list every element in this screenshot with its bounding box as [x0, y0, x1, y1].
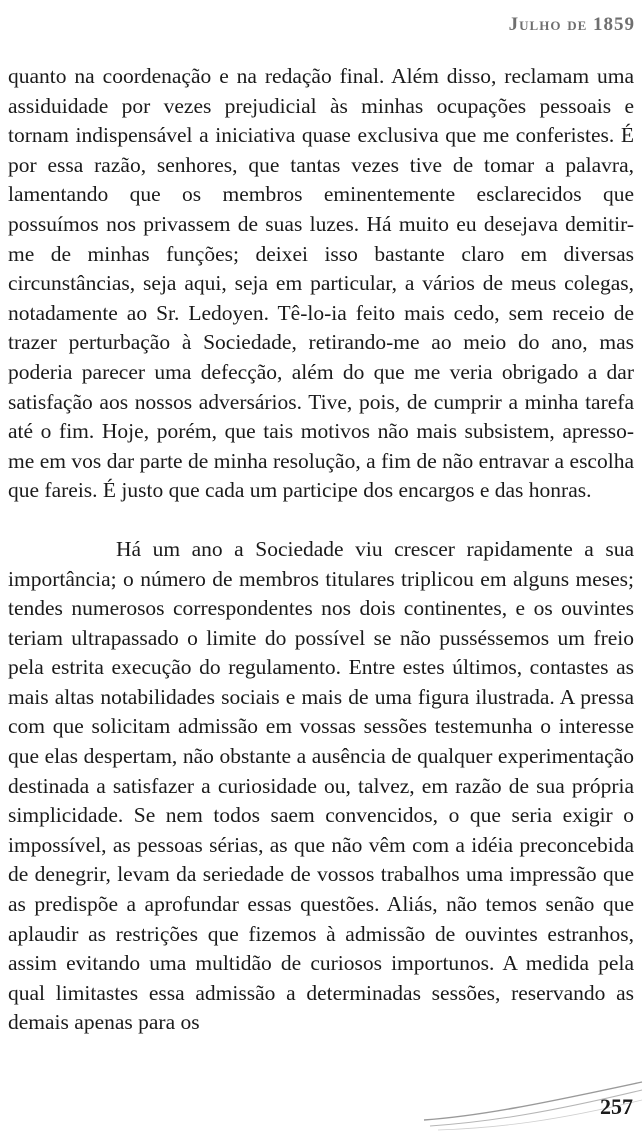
page-number: 257 [600, 1094, 633, 1119]
running-header: Julho de 1859 [508, 14, 635, 35]
paragraph-1: quanto na coordenação e na redação final. Além disso, reclamam uma assiduidade por vezes prejudicial às minhas ocupações pessoais e tornam indispensável a iniciativa quase exclusiva que me conferistes. É por essa razão, senhores, que tantas vezes tive de tomar a palavra, lamentando que os membros eminentemente esclarecidos que possuímos nos privassem de suas luzes. Há muito eu desejava demitir-me de minhas funções; deixei isso bastante claro em diversas circunstâncias, seja aqui, seja em particular, a vários de meus colegas, notadamente ao Sr. Ledoyen. Tê-lo-ia feito mais cedo, sem receio de trazer perturbação à Sociedade, retirando-me ao meio do ano, mas poderia parecer uma defecção, além do que me veria obrigado a dar satisfação aos nossos adversários. Tive, pois, de cumprir a minha tarefa até o fim. Hoje, porém, que tais motivos não mais subsistem, apresso-me em vos dar parte de minha resolução, a fim de não entravar a escolha que fareis. É justo que cada um participe dos encargos e das honras. [8, 64, 634, 503]
page-body [8, 62, 634, 1038]
paragraph-2: Há um ano a Sociedade viu crescer rapidamente a sua importância; o número de membros titulares triplicou em alguns meses; tendes numerosos correspondentes nos dois continentes, e os ouvintes teriam ultrapassado o limite do possível se não pusséssemos um freio pela estrita execução do regulamento. Entre estes últimos, contastes as mais altas notabilidades sociais e mais de uma figura ilustrada. A pressa com que solicitam admissão em vossas sessões testemunha o interesse que elas despertam, não obstante a ausência de qualquer experimentação destinada a satisfazer a curiosidade ou, talvez, em razão de sua própria simplicidade. Se nem todos saem convencidos, o que seria exigir o impossível, as pessoas sérias, as que não vêm com a idéia preconcebida de denegrir, levam da seriedade de vossos trabalhos uma impressão que as predispõe a aprofundar essas questões. Aliás, não temos senão que aplaudir as restrições que fizemos à admissão de ouvintes estranhos, assim evitando uma multidão de curiosos importunos. A medida pela qual limitastes essa admissão a determinadas sessões, reservando as demais apenas para os [8, 536, 634, 1035]
